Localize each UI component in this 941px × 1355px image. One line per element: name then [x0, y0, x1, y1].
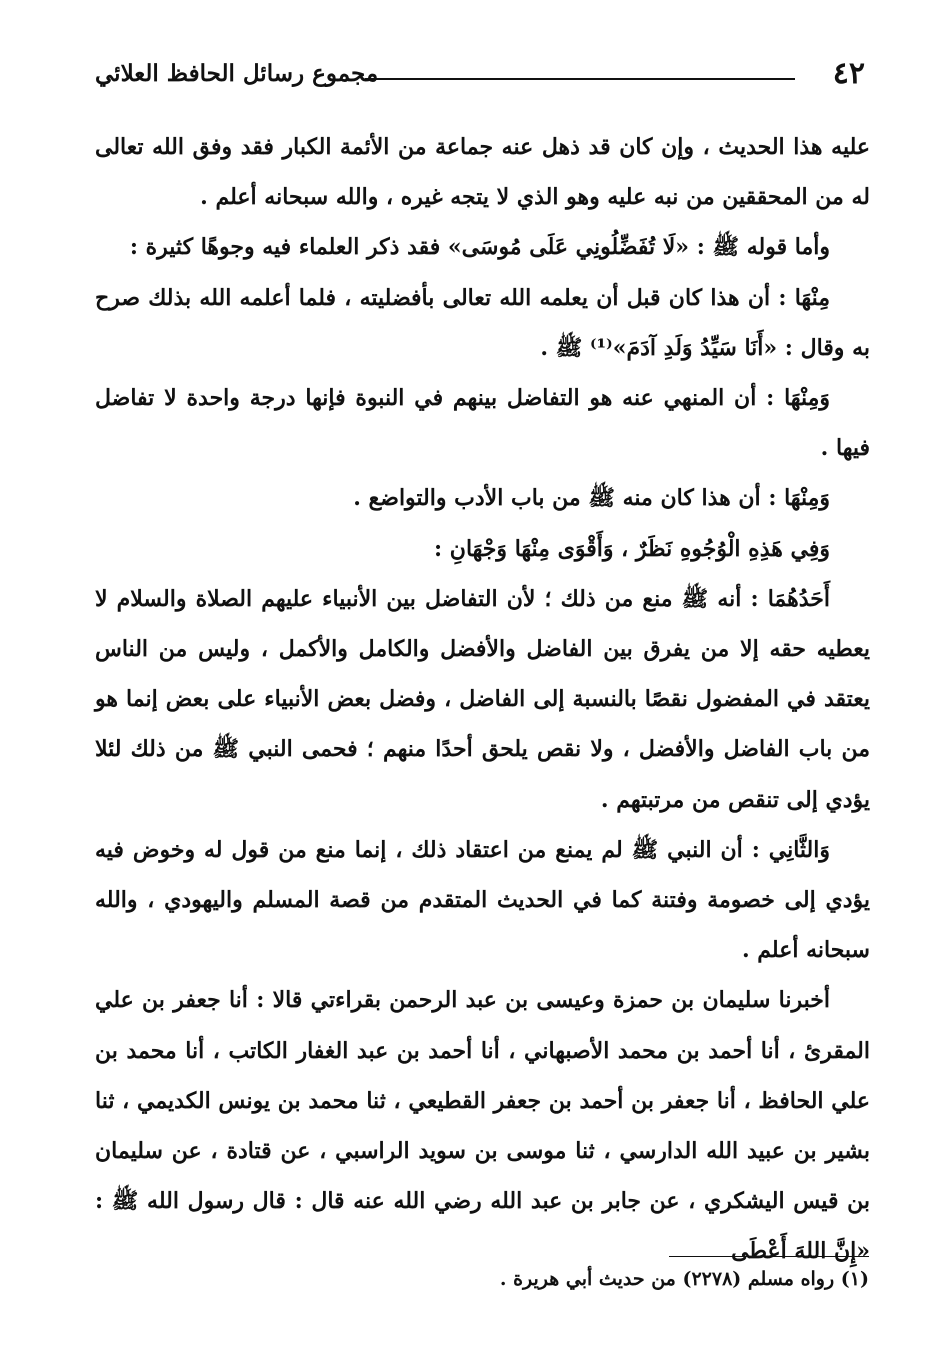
footnote-rule: [669, 1256, 869, 1257]
running-title: مجموع رسائل الحافظ العلائي: [95, 60, 379, 87]
footnote: (١) رواه مسلم (٢٢٧٨) من حديث أبي هريرة .: [499, 1268, 869, 1290]
paragraph-4: وَمِنْهَا : أن المنهي عنه هو التفاضل بينهم في النبوة فإنها درجة واحدة لا تفاضل فيها .: [95, 385, 870, 462]
page-header: [95, 52, 865, 96]
header-rule: [365, 78, 795, 80]
paragraph-6: وَفِي هَذِهِ الْوُجُوهِ نَظَرٌ ، وَأَقْوَى مِنْهَا وَجْهَانِ :: [434, 535, 830, 562]
paragraph-1: عليه هذا الحديث ، وإن كان قد ذهل عنه جماعة من الأئمة الكبار فقد وفق الله تعالى له من المحققين من نبه عليه وهو الذي لا يتجه غيره ، والله سبحانه أعلم .: [95, 134, 870, 211]
paragraph-2: وأما قوله ﷺ : «لَا تُفَضِّلُونِي عَلَى مُوسَى» فقد ذكر العلماء فيه وجوهًا كثيرة :: [129, 234, 830, 261]
paragraph-3: مِنْهَا : أن هذا كان قبل أن يعلمه الله تعالى بأفضليته ، فلما أعلمه الله بذلك صرح به وقال : «أَنَا سَيِّدُ وَلَدِ آدَمَ»⁽¹⁾ ﷺ .: [95, 284, 870, 361]
paragraph-7: أَحَدُهُمَا : أنه ﷺ منع من ذلك ؛ لأن التفاضل بين الأنبياء عليهم الصلاة والسلام لا يعطيه حقه إلا من يفرق بين الفاضل والأفضل والكامل والأكمل ، وليس من الناس يعتقد في المفضول نقصًا بالنسبة إلى الفاضل ، وفضل بعض الأنبياء على بعض إنما هو من باب الفاضل والأفضل ، ولا نقص يلحق أحدًا منهم ؛ فحمى النبي ﷺ من ذلك لئلا يؤدي إلى تنقص من مرتبتهم .: [95, 585, 870, 813]
body-text: [95, 122, 870, 1277]
paragraph-9: أخبرنا سليمان بن حمزة وعيسى بن عبد الرحمن بقراءتي قالا : أنا جعفر بن علي المقرئ ، أنا أحمد بن محمد الأصبهاني ، أنا أحمد بن عبد الغفار الكاتب ، أنا محمد بن علي الحافظ ، أنا جعفر بن أحمد بن جعفر القطيعي ، ثنا محمد بن يونس الكديمي ، ثنا بشير بن عبيد الله الدارسي ، ثنا موسى بن سويد الراسبي ، عن قتادة ، عن سليمان بن قيس اليشكري ، عن جابر بن عبد الله رضي الله عنه قال : قال رسول الله ﷺ : «إِنَّ اللهَ أَعْطَى: [95, 987, 870, 1265]
page-number: ٤٢: [832, 56, 865, 91]
paragraph-5: وَمِنْهَا : أن هذا كان منه ﷺ من باب الأدب والتواضع .: [353, 485, 830, 512]
paragraph-8: وَالثَّانِي : أن النبي ﷺ لم يمنع من اعتقاد ذلك ، إنما منع من قول له وخوض فيه يؤدي إلى خصومة وفتنة كما في الحديث المتقدم من قصة المسلم واليهودي ، والله سبحانه أعلم .: [95, 836, 870, 964]
